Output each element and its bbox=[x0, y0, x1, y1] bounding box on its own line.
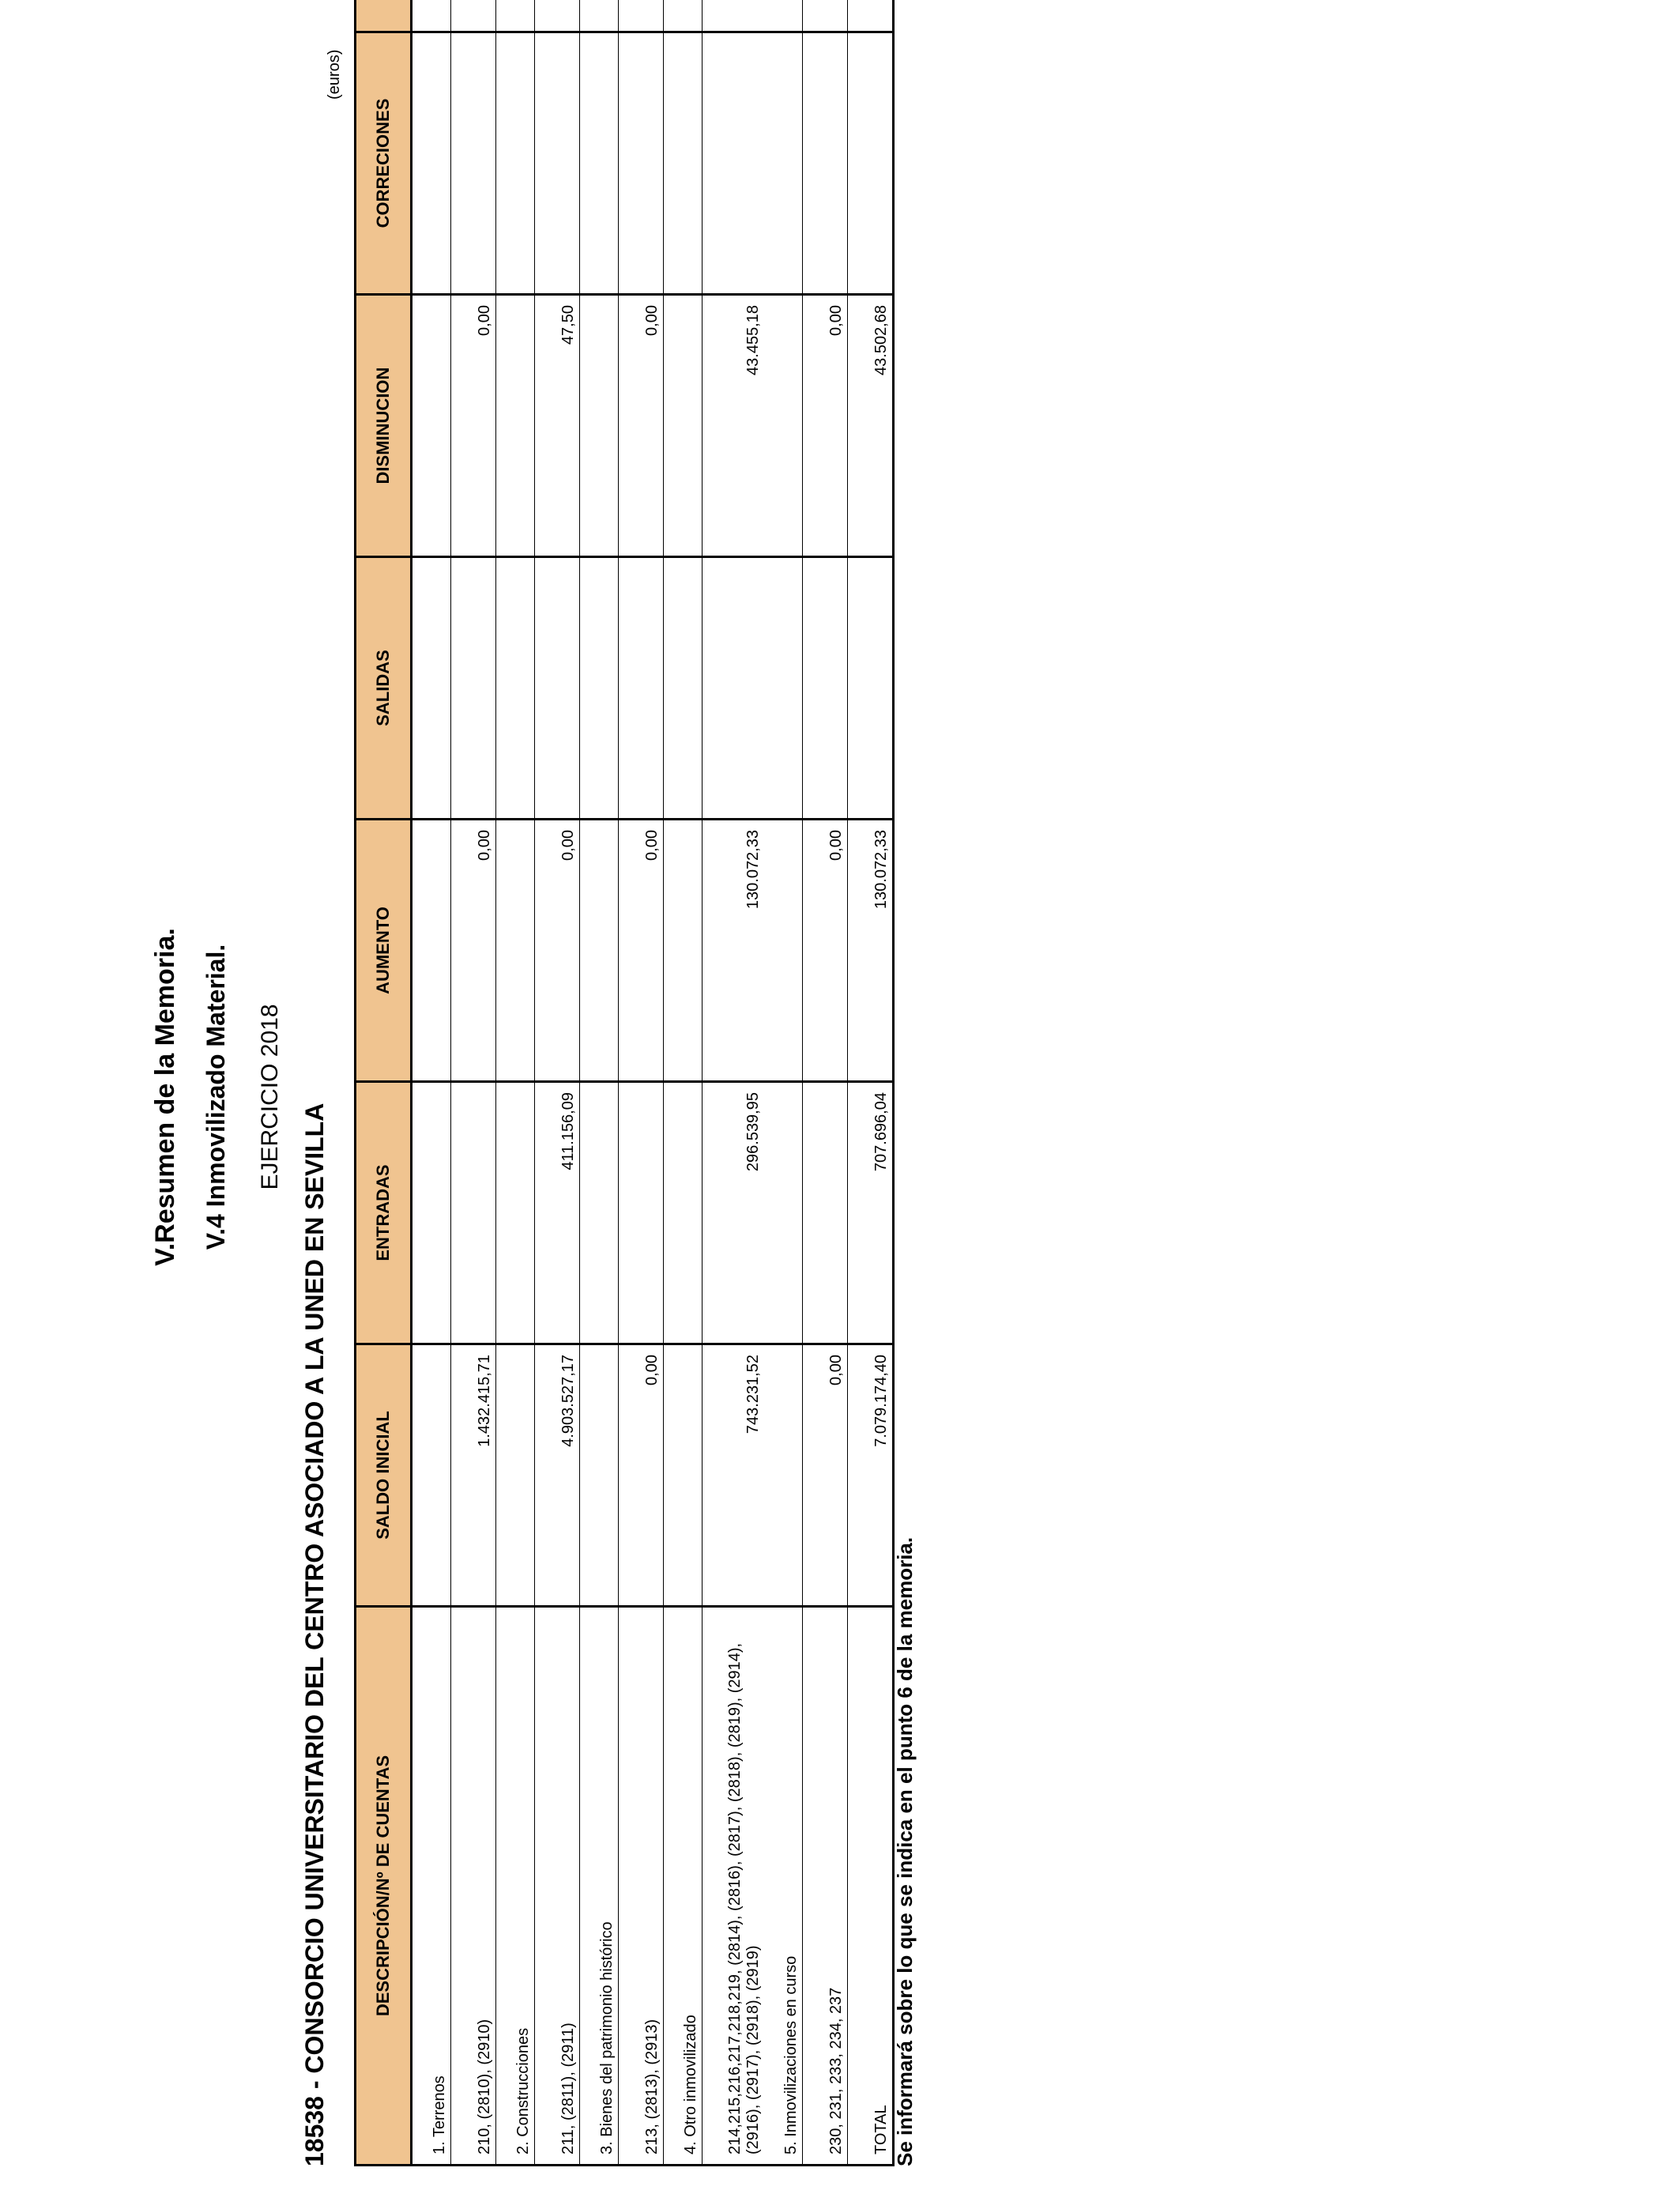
value-cell bbox=[664, 820, 703, 1082]
value-cell bbox=[764, 0, 803, 32]
value-cell bbox=[764, 557, 803, 820]
row-description: 213, (2813), (2913) bbox=[619, 1607, 664, 2166]
value-cell: 743.231,52 bbox=[703, 1344, 765, 1607]
value-cell bbox=[619, 32, 664, 295]
column-header: DESCRIPCIÓN/Nº DE CUENTAS bbox=[356, 1607, 412, 2166]
value-cell bbox=[451, 0, 496, 32]
column-header: AUMENTO bbox=[356, 820, 412, 1082]
row-description: 210, (2810), (2910) bbox=[451, 1607, 496, 2166]
value-cell bbox=[703, 32, 765, 295]
value-cell bbox=[848, 32, 894, 295]
value-cell: 0,00 bbox=[619, 1344, 664, 1607]
value-cell bbox=[580, 557, 619, 820]
value-cell bbox=[664, 32, 703, 295]
value-cell bbox=[496, 1344, 535, 1607]
fixed-assets-table bbox=[354, 0, 895, 2166]
value-cell: 43.502,68 bbox=[848, 295, 894, 557]
value-cell: 7.079.174,40 bbox=[848, 1344, 894, 1607]
value-cell bbox=[764, 295, 803, 557]
value-cell bbox=[412, 557, 451, 820]
fiscal-year: EJERCICIO 2018 bbox=[257, 1004, 283, 1190]
value-cell: 0,00 bbox=[535, 820, 580, 1082]
table-row bbox=[703, 0, 765, 2166]
value-cell bbox=[451, 32, 496, 295]
value-cell bbox=[764, 32, 803, 295]
column-header: SALDO INICIAL bbox=[356, 1344, 412, 1607]
value-cell: 0,00 bbox=[803, 1344, 848, 1607]
value-cell: 4.903.527,17 bbox=[535, 1344, 580, 1607]
currency-unit: (euros) bbox=[326, 49, 343, 100]
row-description: 1. Terrenos bbox=[412, 1607, 451, 2166]
table-row bbox=[619, 0, 664, 2166]
value-cell: 0,00 bbox=[803, 820, 848, 1082]
value-cell: 0,00 bbox=[803, 295, 848, 557]
row-description: TOTAL bbox=[848, 1607, 894, 2166]
value-cell bbox=[803, 1082, 848, 1344]
value-cell: 707.696,04 bbox=[848, 1082, 894, 1344]
value-cell bbox=[619, 0, 664, 32]
row-description: 3. Bienes del patrimonio histórico bbox=[580, 1607, 619, 2166]
row-description: 230, 231, 233, 234, 237 bbox=[803, 1607, 848, 2166]
column-header: ENTRADAS bbox=[356, 1082, 412, 1344]
total-row bbox=[848, 0, 894, 2166]
category-row bbox=[664, 0, 703, 2166]
value-cell bbox=[451, 557, 496, 820]
table-row bbox=[803, 0, 848, 2166]
category-row bbox=[412, 0, 451, 2166]
value-cell bbox=[496, 1082, 535, 1344]
value-cell bbox=[764, 1082, 803, 1344]
value-cell bbox=[496, 557, 535, 820]
value-cell bbox=[496, 820, 535, 1082]
column-header: CORRECIONES bbox=[356, 32, 412, 295]
value-cell bbox=[764, 1344, 803, 1607]
value-cell: 47,50 bbox=[535, 295, 580, 557]
table-body bbox=[412, 0, 894, 2166]
value-cell: 296.539,95 bbox=[703, 1082, 765, 1344]
row-description: 211, (2811), (2911) bbox=[535, 1607, 580, 2166]
value-cell bbox=[619, 1082, 664, 1344]
value-cell bbox=[580, 295, 619, 557]
column-header: DISMINUCION bbox=[356, 295, 412, 557]
column-header bbox=[356, 0, 412, 32]
value-cell bbox=[664, 557, 703, 820]
value-cell: 0,00 bbox=[619, 820, 664, 1082]
value-cell bbox=[764, 820, 803, 1082]
value-cell bbox=[451, 1082, 496, 1344]
value-cell bbox=[412, 295, 451, 557]
column-header: SALIDAS bbox=[356, 557, 412, 820]
value-cell: 0,00 bbox=[451, 820, 496, 1082]
value-cell: 0,00 bbox=[451, 295, 496, 557]
value-cell bbox=[580, 1082, 619, 1344]
table-row bbox=[535, 0, 580, 2166]
value-cell bbox=[496, 0, 535, 32]
report-title: V.Resumen de la Memoria. bbox=[150, 928, 180, 1266]
value-cell bbox=[535, 557, 580, 820]
category-row bbox=[496, 0, 535, 2166]
value-cell: 130.072,33 bbox=[703, 820, 765, 1082]
table-row bbox=[451, 0, 496, 2166]
value-cell bbox=[848, 557, 894, 820]
value-cell: 1.432.415,71 bbox=[451, 1344, 496, 1607]
category-row bbox=[580, 0, 619, 2166]
value-cell bbox=[619, 557, 664, 820]
report-subtitle: V.4 Inmovilizado Material. bbox=[202, 944, 230, 1250]
value-cell bbox=[803, 557, 848, 820]
value-cell bbox=[412, 1344, 451, 1607]
value-cell bbox=[803, 0, 848, 32]
value-cell bbox=[664, 295, 703, 557]
table-header-row bbox=[356, 0, 412, 2166]
value-cell: 43.455,18 bbox=[703, 295, 765, 557]
value-cell bbox=[412, 820, 451, 1082]
value-cell bbox=[412, 32, 451, 295]
organization-name: 18538 - CONSORCIO UNIVERSITARIO DEL CENTRO ASOCIADO A LA UNED EN SEVILLA bbox=[300, 1103, 329, 2166]
value-cell bbox=[580, 820, 619, 1082]
value-cell bbox=[664, 1082, 703, 1344]
value-cell: 130.072,33 bbox=[848, 820, 894, 1082]
category-row bbox=[764, 0, 803, 2166]
value-cell bbox=[664, 1344, 703, 1607]
value-cell bbox=[580, 0, 619, 32]
row-description: 5. Inmovilizaciones en curso bbox=[764, 1607, 803, 2166]
row-description: 214,215,216,217,218,219, (2814), (2816), (2817), (2818), (2819), (2914), (2916), (2917), (2918), (2919) bbox=[703, 1607, 765, 2166]
value-cell bbox=[703, 557, 765, 820]
value-cell bbox=[580, 32, 619, 295]
value-cell bbox=[803, 32, 848, 295]
footer-note: Se informará sobre lo que se indica en el punto 6 de la memoria. bbox=[893, 1536, 917, 2166]
value-cell bbox=[848, 0, 894, 32]
value-cell bbox=[535, 32, 580, 295]
row-description: 4. Otro inmovilizado bbox=[664, 1607, 703, 2166]
value-cell bbox=[412, 0, 451, 32]
value-cell bbox=[535, 0, 580, 32]
value-cell bbox=[412, 1082, 451, 1344]
value-cell bbox=[496, 295, 535, 557]
row-description: 2. Construcciones bbox=[496, 1607, 535, 2166]
value-cell bbox=[496, 32, 535, 295]
value-cell: 411.156,09 bbox=[535, 1082, 580, 1344]
value-cell bbox=[664, 0, 703, 32]
value-cell bbox=[580, 1344, 619, 1607]
value-cell: 0,00 bbox=[619, 295, 664, 557]
value-cell bbox=[703, 0, 765, 32]
